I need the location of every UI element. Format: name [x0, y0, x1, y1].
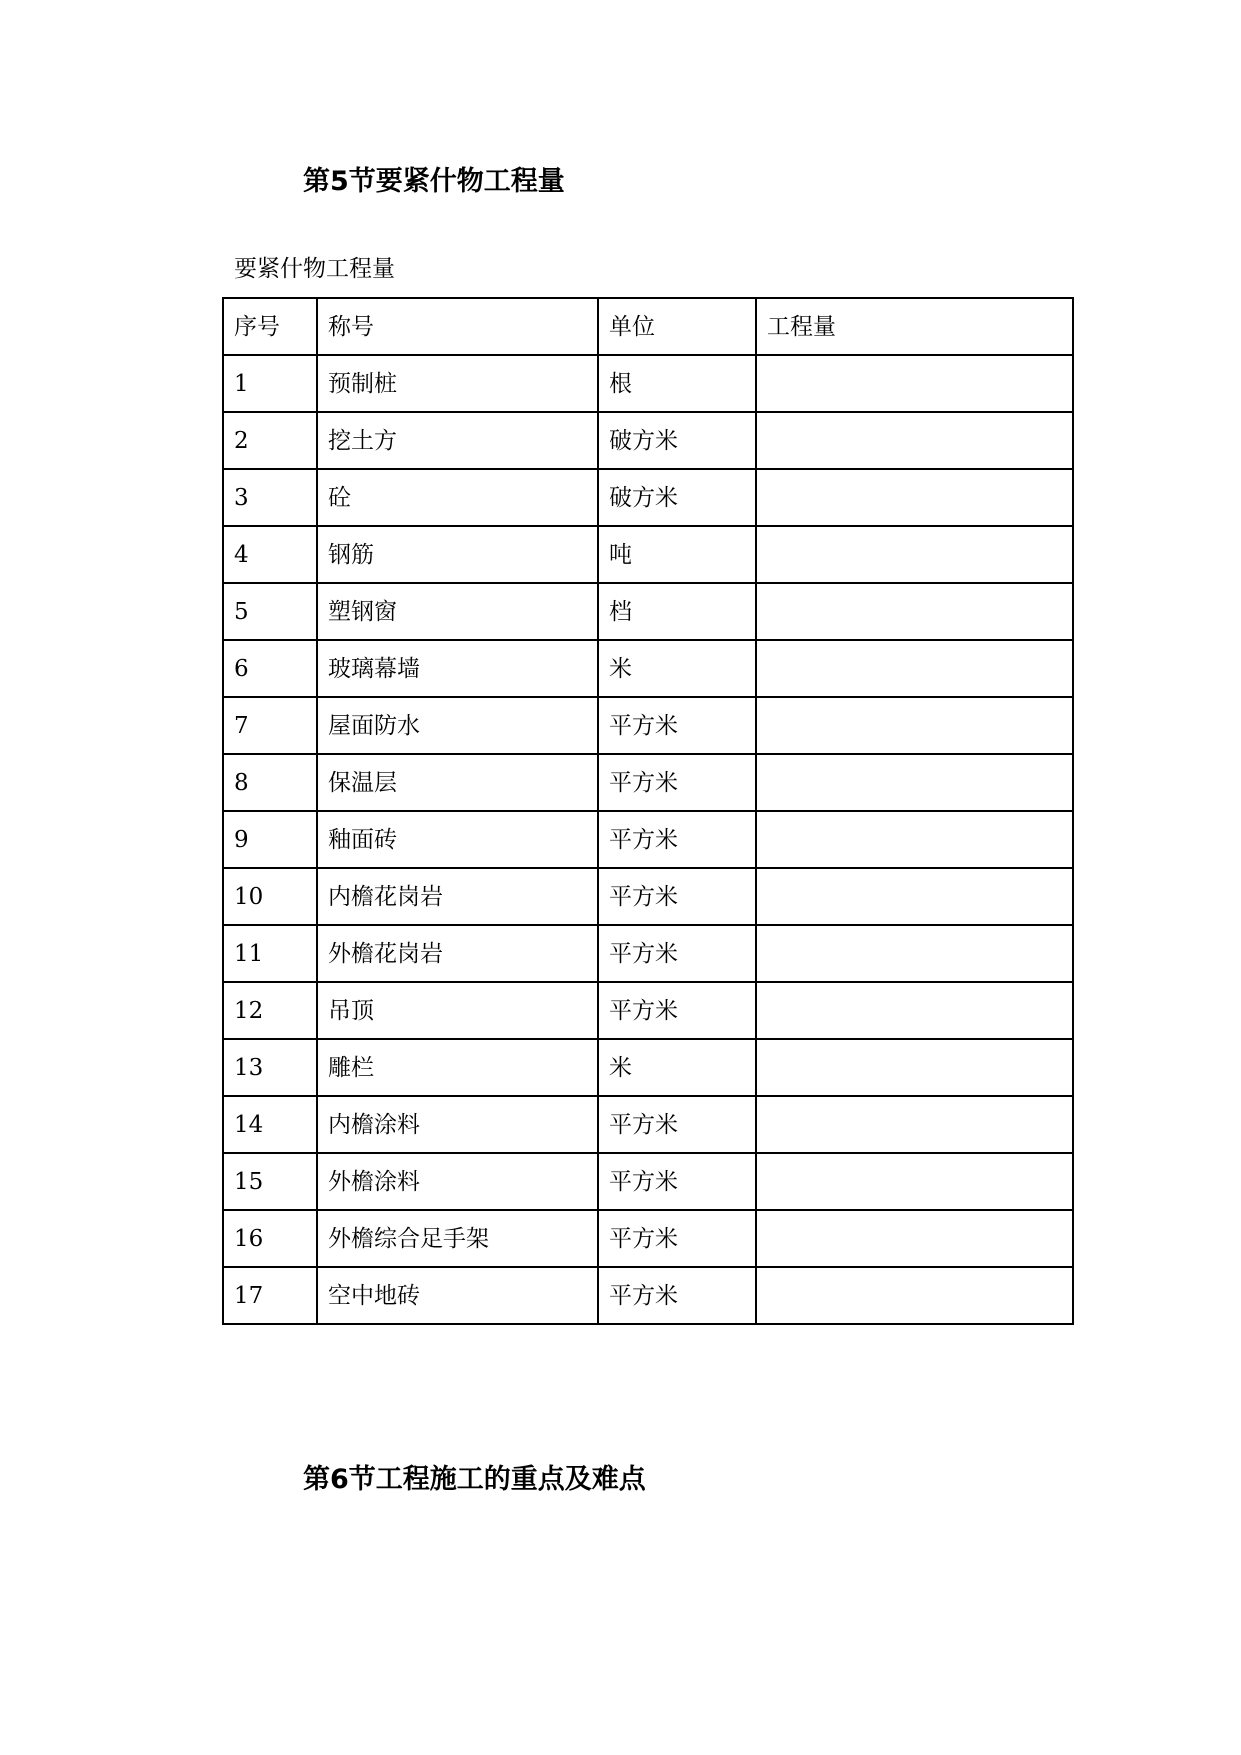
item-quantity: [756, 640, 1073, 697]
row-number: 4: [223, 526, 317, 583]
row-number: 6: [223, 640, 317, 697]
table-row: [223, 1267, 1073, 1324]
item-unit: 吨: [598, 526, 756, 583]
table-header-row: [223, 298, 1073, 355]
item-name: 雕栏: [317, 1039, 598, 1096]
item-unit: 平方米: [598, 1096, 756, 1153]
table-row: [223, 1153, 1073, 1210]
item-quantity: [756, 355, 1073, 412]
section-6-title: 第6节工程施工的重点及难点: [303, 1464, 646, 1495]
header-quantity: 工程量: [756, 298, 1073, 355]
item-unit: 平方米: [598, 1153, 756, 1210]
item-unit: 根: [598, 355, 756, 412]
row-number: 16: [223, 1210, 317, 1267]
row-number: 17: [223, 1267, 317, 1324]
item-name: 外檐综合足手架: [317, 1210, 598, 1267]
table-row: [223, 1039, 1073, 1096]
table-row: [223, 583, 1073, 640]
table-row: [223, 412, 1073, 469]
item-name: 釉面砖: [317, 811, 598, 868]
item-quantity: [756, 697, 1073, 754]
item-quantity: [756, 1267, 1073, 1324]
item-name: 外檐涂料: [317, 1153, 598, 1210]
row-number: 13: [223, 1039, 317, 1096]
table-row: [223, 526, 1073, 583]
item-quantity: [756, 1096, 1073, 1153]
item-unit: 破方米: [598, 469, 756, 526]
item-quantity: [756, 925, 1073, 982]
item-quantity: [756, 754, 1073, 811]
row-number: 9: [223, 811, 317, 868]
row-number: 8: [223, 754, 317, 811]
item-name: 砼: [317, 469, 598, 526]
table-row: [223, 754, 1073, 811]
item-unit: 平方米: [598, 982, 756, 1039]
row-number: 5: [223, 583, 317, 640]
row-number: 3: [223, 469, 317, 526]
table-row: [223, 1096, 1073, 1153]
item-name: 保温层: [317, 754, 598, 811]
item-quantity: [756, 811, 1073, 868]
row-number: 14: [223, 1096, 317, 1153]
item-quantity: [756, 1039, 1073, 1096]
item-quantity: [756, 412, 1073, 469]
section-5-title: 第5节要紧什物工程量: [303, 166, 565, 197]
item-name: 塑钢窗: [317, 583, 598, 640]
item-name: 吊顶: [317, 982, 598, 1039]
header-name: 称号: [317, 298, 598, 355]
item-unit: 平方米: [598, 1267, 756, 1324]
item-name: 挖土方: [317, 412, 598, 469]
table-row: [223, 355, 1073, 412]
table-row: [223, 1210, 1073, 1267]
item-unit: 档: [598, 583, 756, 640]
table-row: [223, 982, 1073, 1039]
item-unit: 平方米: [598, 697, 756, 754]
table-row: [223, 868, 1073, 925]
item-name: 屋面防水: [317, 697, 598, 754]
item-name: 预制桩: [317, 355, 598, 412]
row-number: 15: [223, 1153, 317, 1210]
item-quantity: [756, 1153, 1073, 1210]
item-name: 钢筋: [317, 526, 598, 583]
item-quantity: [756, 868, 1073, 925]
row-number: 2: [223, 412, 317, 469]
item-unit: 米: [598, 1039, 756, 1096]
item-name: 玻璃幕墙: [317, 640, 598, 697]
item-unit: 平方米: [598, 868, 756, 925]
item-quantity: [756, 1210, 1073, 1267]
row-number: 1: [223, 355, 317, 412]
row-number: 11: [223, 925, 317, 982]
row-number: 7: [223, 697, 317, 754]
item-quantity: [756, 469, 1073, 526]
table-caption: 要紧什物工程量: [234, 256, 395, 282]
header-no: 序号: [223, 298, 317, 355]
row-number: 10: [223, 868, 317, 925]
item-unit: 平方米: [598, 925, 756, 982]
item-unit: 米: [598, 640, 756, 697]
table-row: [223, 811, 1073, 868]
item-unit: 平方米: [598, 811, 756, 868]
table-row: [223, 697, 1073, 754]
header-unit: 单位: [598, 298, 756, 355]
table-row: [223, 640, 1073, 697]
item-name: 内檐涂料: [317, 1096, 598, 1153]
item-quantity: [756, 982, 1073, 1039]
item-name: 空中地砖: [317, 1267, 598, 1324]
row-number: 12: [223, 982, 317, 1039]
item-unit: 平方米: [598, 754, 756, 811]
item-quantity: [756, 583, 1073, 640]
item-unit: 破方米: [598, 412, 756, 469]
item-unit: 平方米: [598, 1210, 756, 1267]
table-row: [223, 925, 1073, 982]
item-quantity: [756, 526, 1073, 583]
item-name: 内檐花岗岩: [317, 868, 598, 925]
table-row: [223, 469, 1073, 526]
quantity-table: [222, 297, 1074, 1325]
item-name: 外檐花岗岩: [317, 925, 598, 982]
